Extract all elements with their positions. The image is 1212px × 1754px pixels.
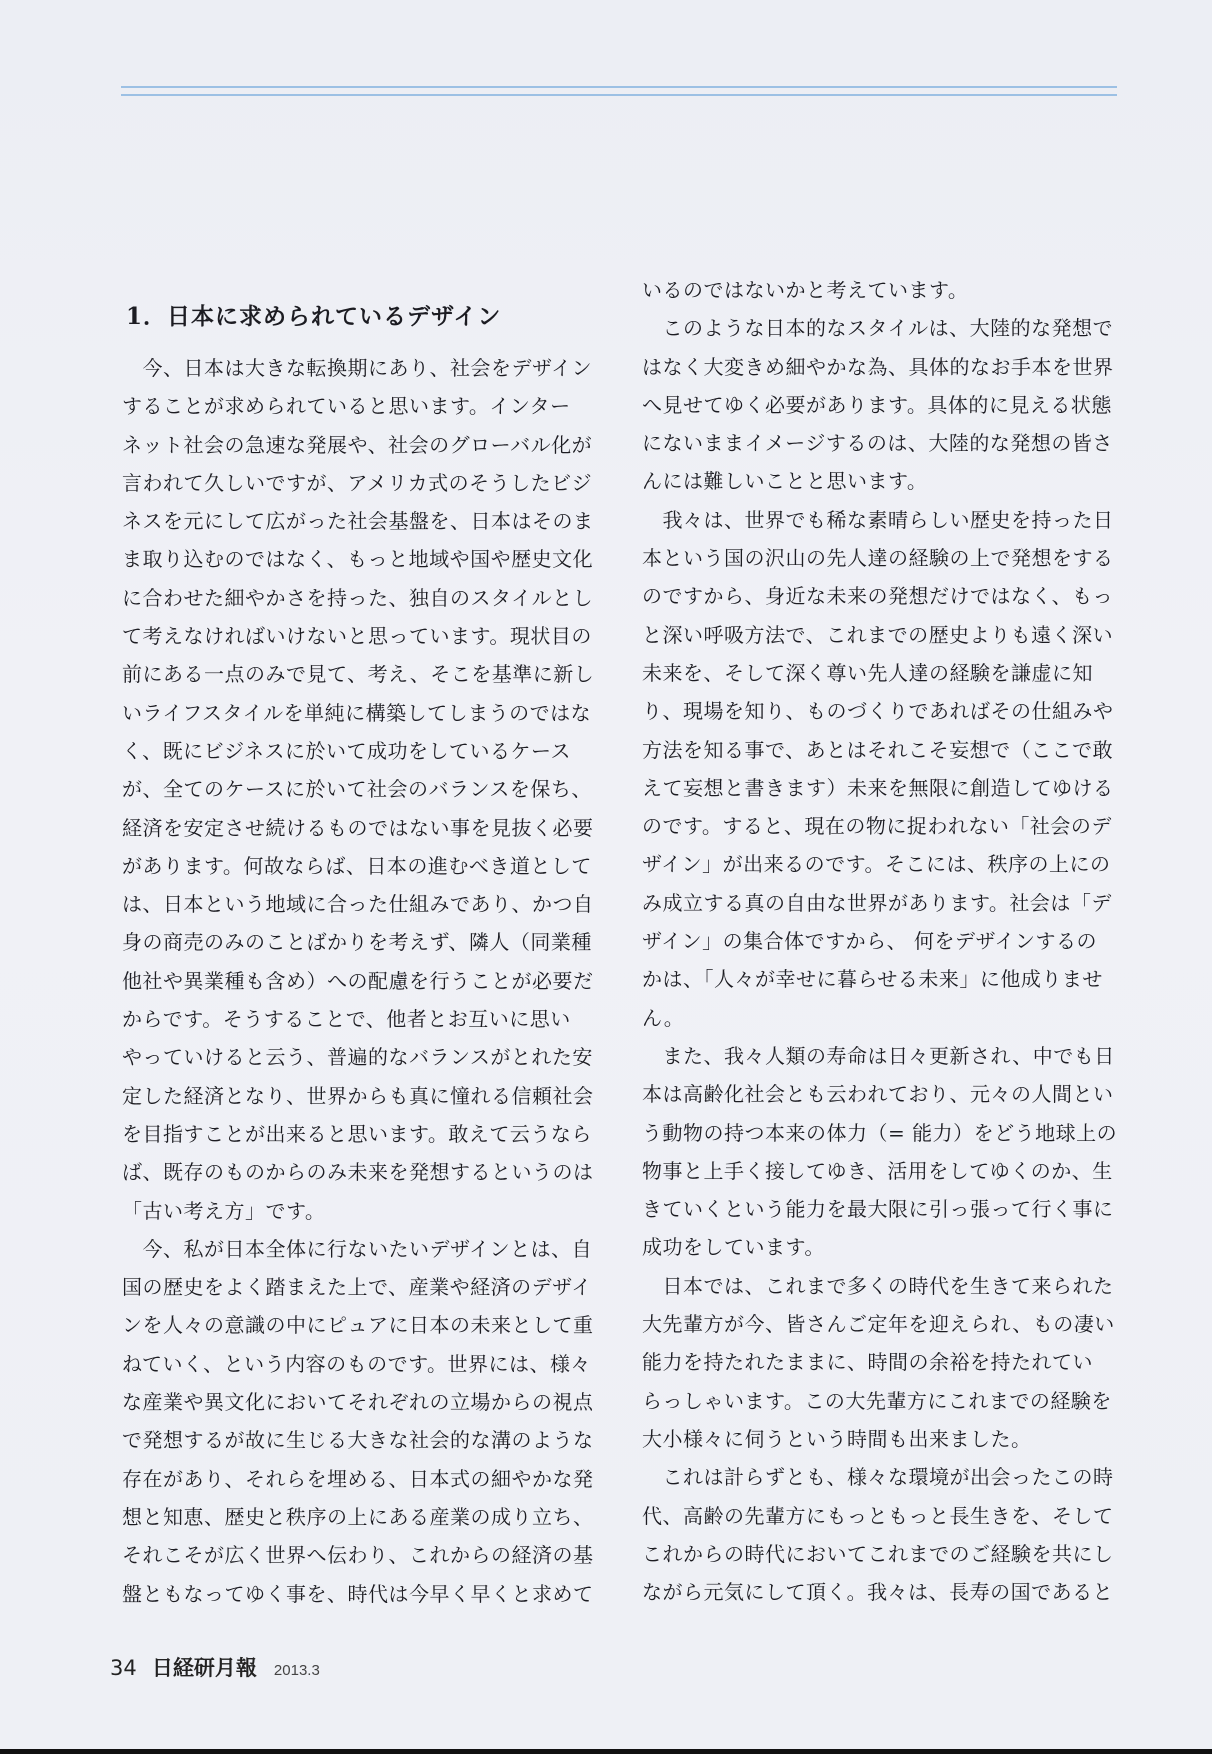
text-line: のです。すると、現在の物に捉われない「社会のデ	[642, 814, 1112, 839]
text-line: やっていけると云う、普遍的なバランスがとれた安	[122, 1045, 593, 1070]
text-line: 国の歴史をよく踏まえた上で、産業や経済のデザイ	[122, 1275, 592, 1300]
text-line: することが求められていると思います。インター	[122, 394, 571, 419]
text-line: のですから、身近な未来の発想だけではなく、もっ	[642, 584, 1114, 609]
text-line: 方法を知る事で、あとはそれこそ妄想で（ここで敢	[642, 737, 1114, 762]
text-line: にないままイメージするのは、大陸的な発想の皆さ	[642, 431, 1113, 456]
right-column	[642, 271, 1118, 1611]
text-line: ま取り込むのではなく、もっと地域や国や歴史文化	[122, 547, 594, 572]
text-line: からです。そうすることで、他者とお互いに思い	[122, 1007, 571, 1032]
text-line: 今、私が日本全体に行ないたいデザインとは、自	[142, 1236, 593, 1261]
text-line: 前にある一点のみで見て、考え、そこを基準に新し	[122, 662, 595, 687]
text-line: 能力を持たれたままに、時間の余裕を持たれてい	[642, 1350, 1093, 1375]
text-line: 定した経済となり、世界からも真に憧れる信頼社会	[122, 1083, 594, 1108]
section-heading: 1．日本に求められているデザイン	[126, 303, 502, 330]
text-line: 「古い考え方」です。	[122, 1198, 326, 1223]
text-line: 成功をしています。	[642, 1235, 825, 1260]
left-column	[122, 349, 598, 1613]
text-line: んには難しいことと思います。	[642, 469, 928, 494]
text-line: 他社や異業種も含め）への配慮を行うことが必要だ	[122, 968, 594, 993]
text-line: に合わせた細やかさを持った、独自のスタイルとし	[122, 585, 594, 610]
page-number: 34	[110, 1656, 137, 1680]
text-line: ネスを元にして広がった社会基盤を、日本はそのま	[122, 509, 594, 534]
text-line: えて妄想と書きます）未来を無限に創造してゆける	[642, 775, 1114, 800]
text-line: 身の商売のみのことばかりを考えず、隣人（同業種	[122, 930, 592, 955]
text-line: これは計らずとも、様々な環境が出会ったこの時	[662, 1465, 1114, 1490]
header-rule-bottom	[121, 94, 1117, 96]
page-footer	[110, 1655, 320, 1684]
text-line: 経済を安定させ続けるものではない事を見抜く必要	[122, 815, 594, 840]
scan-edge	[0, 1749, 1212, 1754]
text-line: 我々は、世界でも稀な素晴らしい歴史を持った日	[662, 507, 1114, 532]
text-line: が、全てのケースに於いて社会のバランスを保ち、	[122, 777, 592, 802]
text-line: ん。	[642, 1005, 685, 1030]
text-line: 大先輩方が今、皆さんご定年を迎えられ、もの凄い	[642, 1312, 1115, 1337]
header-rule-top	[121, 86, 1117, 88]
text-line: ネット社会の急速な発展や、社会のグローバル化が	[122, 432, 593, 457]
text-line: へ見せてゆく必要があります。具体的に見える状態	[642, 392, 1112, 417]
text-line: らっしゃいます。この大先輩方にこれまでの経験を	[642, 1388, 1112, 1413]
text-line: 想と知恵、歴史と秩序の上にある産業の成り立ち、	[122, 1504, 594, 1529]
text-line: 日本では、これまで多くの時代を生きて来られた	[662, 1273, 1114, 1298]
text-line: ンを人々の意識の中にピュアに日本の未来として重	[122, 1313, 594, 1338]
publication-name: 日経研月報	[151, 1656, 257, 1680]
text-line: 存在があり、それらを埋める、日本式の細やかな発	[122, 1466, 594, 1491]
text-line: ザイン」の集合体ですから、 何をデザインするの	[642, 929, 1098, 954]
issue-date: 2013.3	[273, 1662, 320, 1679]
text-line: み成立する真の自由な世界があります。社会は「デ	[642, 890, 1112, 915]
text-line: と深い呼吸方法で、これまでの歴史よりも遠く深い	[642, 622, 1114, 647]
text-line: 本という国の沢山の先人達の経験の上で発想をする	[642, 546, 1114, 571]
text-line: いライフスタイルを単純に構築してしまうのではな	[122, 700, 592, 725]
text-line: それこそが広く世界へ伝わり、これからの経済の基	[122, 1543, 594, 1568]
text-line: があります。何故ならば、日本の進むべき道として	[122, 853, 592, 878]
text-line: う動物の持つ本来の体力（= 能力）をどう地球上の	[642, 1120, 1118, 1145]
text-line: で発想するが故に生じる大きな社会的な溝のような	[122, 1428, 594, 1453]
text-line: 大小様々に伺うという時間も出来ました。	[642, 1426, 1032, 1451]
text-line: きていくという能力を最大限に引っ張って行く事に	[642, 1197, 1114, 1222]
text-line: 代、高齢の先輩方にもっともっと長生きを、そして	[642, 1503, 1114, 1528]
text-line: 言われて久しいですが、アメリカ式のそうしたビジ	[122, 470, 593, 495]
text-line: このような日本的なスタイルは、大陸的な発想で	[662, 316, 1114, 341]
text-line: ザイン」が出来るのです。そこには、秩序の上にの	[642, 852, 1111, 877]
text-line: かは、「人々が幸せに暮らせる未来」に他成りませ	[642, 967, 1103, 992]
text-line: 物事と上手く接してゆき、活用をしてゆくのか、生	[642, 1158, 1113, 1183]
text-line: 盤ともなってゆく事を、時代は今早く早くと求めて	[122, 1581, 594, 1606]
text-line: ねていく、という内容のものです。世界には、様々	[122, 1351, 591, 1376]
text-line: ながら元気にして頂く。我々は、長寿の国であると	[642, 1580, 1114, 1605]
text-line: いるのではないかと考えています。	[642, 278, 969, 302]
text-line: く、既にビジネスに於いて成功をしているケース	[122, 738, 571, 763]
text-line: 今、日本は大きな転換期にあり、社会をデザイン	[142, 356, 593, 380]
text-line: を目指すことが出来ると思います。敢えて云うなら	[122, 1121, 592, 1146]
text-line: 本は高齢化社会とも云われており、元々の人間とい	[642, 1082, 1114, 1107]
text-line: ば、既存のものからのみ未来を発想するというのは	[122, 1160, 594, 1185]
text-line: は、日本という地域に合った仕組みであり、かつ自	[122, 892, 594, 917]
text-line: これからの時代においてこれまでのご経験を共にし	[642, 1541, 1114, 1566]
text-line: はなく大変きめ細やかな為、具体的なお手本を世界	[642, 354, 1114, 379]
text-line: て考えなければいけないと思っています。現状目の	[122, 624, 592, 649]
text-line: り、現場を知り、ものづくりであればその仕組みや	[642, 699, 1114, 724]
text-line: 未来を、そして深く尊い先人達の経験を謙虚に知	[642, 660, 1093, 685]
text-line: な産業や異文化においてそれぞれの立場からの視点	[122, 1390, 594, 1415]
text-line: また、我々人類の寿命は日々更新され、中でも日	[662, 1043, 1115, 1068]
